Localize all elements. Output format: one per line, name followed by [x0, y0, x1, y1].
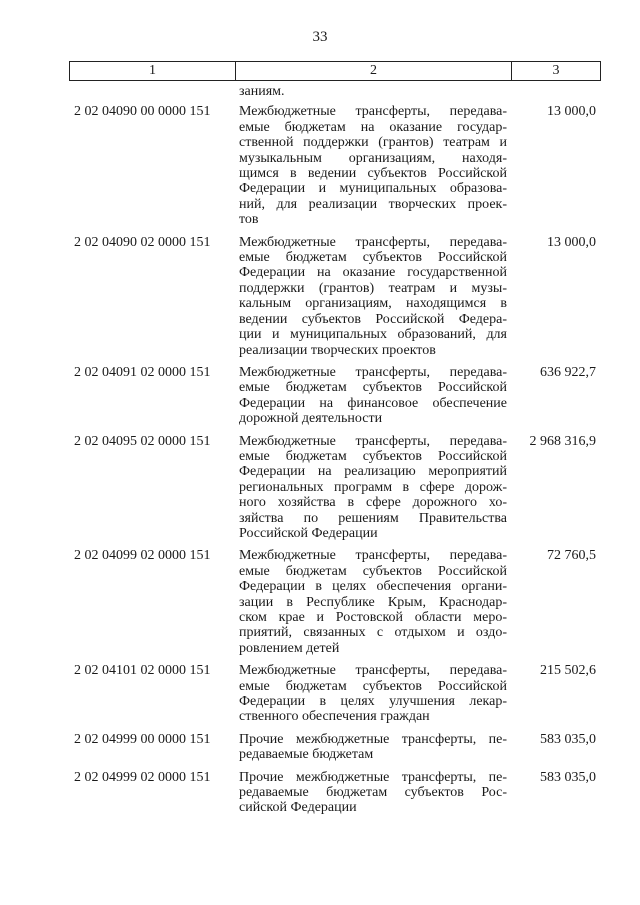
table-column-header — [69, 61, 601, 81]
description-line: Межбюджетные трансферты, передава- — [239, 364, 507, 380]
amount: 583 035,0 — [540, 769, 596, 785]
description-line: ции и муниципальных образований, для — [239, 327, 507, 343]
description-line: дорожной деятельности — [239, 411, 383, 427]
description-line: Федерации на финансовое обеспечение — [239, 395, 507, 411]
description-line: ного хозяйства в сфере дорожного хо- — [239, 495, 507, 511]
amount: 583 035,0 — [540, 731, 596, 747]
table-row — [69, 732, 601, 763]
continuation-text: заниям. — [239, 84, 285, 99]
table-row — [69, 770, 601, 816]
description-line: зации в Республике Крым, Краснодар- — [239, 594, 507, 610]
description-line: тов — [239, 212, 259, 228]
description-line: Прочие межбюджетные трансферты, пе- — [239, 731, 507, 747]
description-line: Межбюджетные трансферты, передава- — [239, 433, 507, 449]
description-line: ственной поддержки (грантов) театрам и — [239, 135, 507, 151]
table-row — [69, 663, 601, 725]
description-line: редаваемые бюджетам субъектов Рос- — [239, 785, 507, 801]
description-line: сийской Федерации — [239, 800, 357, 816]
description — [239, 104, 507, 227]
table-row — [69, 235, 601, 358]
description-line: приятий, связанных с отдыхом и оздо- — [239, 625, 507, 641]
classification-code: 2 02 04091 02 0000 151 — [74, 364, 211, 380]
classification-code: 2 02 04090 00 0000 151 — [74, 104, 211, 120]
amount: 72 760,5 — [547, 548, 596, 564]
description-line: ском крае и Ростовской области меро- — [239, 610, 507, 625]
classification-code: 2 02 04999 00 0000 151 — [74, 731, 211, 747]
page-number: 33 — [312, 29, 328, 45]
description-line: емые бюджетам на оказание государ- — [239, 119, 507, 135]
description-line: емые бюджетам субъектов Российской — [239, 563, 507, 579]
amount: 13 000,0 — [547, 234, 596, 250]
description-line: Федерации и муниципальных образова- — [239, 181, 507, 197]
description-line: региональных программ в сфере дорож- — [239, 479, 507, 495]
description-line: Российской Федерации — [239, 525, 378, 541]
description-line: емые бюджетам субъектов Российской — [239, 448, 507, 464]
description-line: Межбюджетные трансферты, передава- — [239, 663, 507, 679]
description-line: кальным организациям, находящимся в — [239, 296, 507, 312]
description-line: Федерации в целях обеспечения органи- — [239, 579, 507, 595]
description-line: щимся в ведении субъектов Российской — [239, 166, 507, 182]
amount: 13 000,0 — [547, 104, 596, 120]
column-header-2: 2 — [236, 62, 512, 80]
description — [239, 732, 507, 763]
description-line: ровлением детей — [239, 640, 340, 656]
description-line: ний, для реализации творческих проек- — [239, 196, 507, 212]
description-line: Федерации на реализацию мероприятий — [239, 464, 507, 480]
amount: 2 968 316,9 — [529, 433, 596, 449]
amount: 215 502,6 — [540, 663, 596, 679]
description-line: музыкальным организациям, находя- — [239, 150, 507, 166]
classification-code: 2 02 04999 02 0000 151 — [74, 769, 211, 785]
description-line: емые бюджетам субъектов Российской — [239, 250, 507, 266]
description-line: Межбюджетные трансферты, передава- — [239, 234, 507, 250]
amount: 636 922,7 — [540, 364, 596, 380]
column-header-1: 1 — [70, 62, 236, 80]
description — [239, 365, 507, 427]
description-line: Федерации в целях улучшения лекар- — [239, 694, 507, 710]
description-line: поддержки (грантов) театрам и музы- — [239, 280, 507, 296]
description-line: емые бюджетам субъектов Российской — [239, 380, 507, 396]
description — [239, 663, 507, 725]
description-line: редаваемые бюджетам — [239, 747, 374, 763]
description — [239, 548, 507, 656]
classification-code: 2 02 04090 02 0000 151 — [74, 234, 211, 250]
description-line: ственного обеспечения граждан — [239, 709, 430, 725]
description-line: реализации творческих проектов — [239, 342, 436, 358]
description — [239, 434, 507, 542]
column-header-3: 3 — [552, 63, 560, 78]
description — [239, 235, 507, 358]
table-row — [69, 434, 601, 542]
description — [239, 770, 507, 816]
description-line: Межбюджетные трансферты, передава- — [239, 548, 507, 564]
description-line: Прочие межбюджетные трансферты, пе- — [239, 769, 507, 785]
description-line: ведении субъектов Российской Федера- — [239, 311, 507, 327]
description-line: зяйства по решениям Правительства — [239, 510, 507, 526]
budget-table-body — [69, 84, 601, 823]
description-line: емые бюджетам субъектов Российской — [239, 678, 507, 694]
table-row — [69, 548, 601, 656]
table-row — [69, 365, 601, 427]
classification-code: 2 02 04101 02 0000 151 — [74, 663, 211, 679]
table-row — [69, 104, 601, 227]
classification-code: 2 02 04099 02 0000 151 — [74, 548, 211, 564]
description-line: Федерации на оказание государственной — [239, 265, 507, 281]
classification-code: 2 02 04095 02 0000 151 — [74, 433, 211, 449]
description-line: Межбюджетные трансферты, передава- — [239, 104, 507, 120]
